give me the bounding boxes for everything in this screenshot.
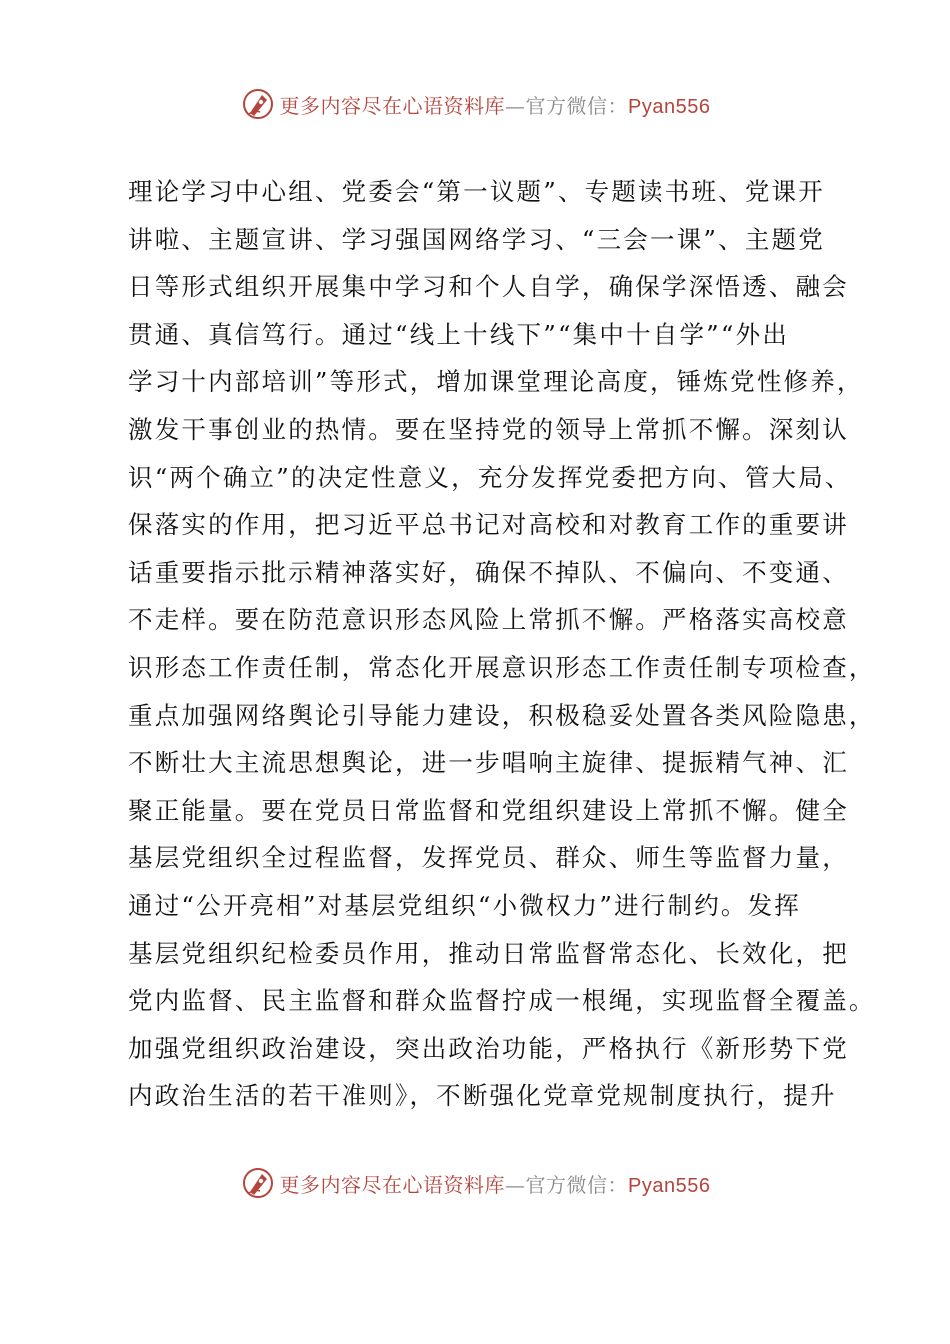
text-line: 理论学习中心组、党委会“第一议题”、专题读书班、党课开 <box>128 177 825 206</box>
text-line: 日等形式组织开展集中学习和个人自学，确保学深悟透、融会 <box>128 272 849 302</box>
text-line: 重点加强网络舆论引导能力建设，积极稳妥处置各类风险隐患， <box>128 700 876 730</box>
pen-nib-logo-icon <box>240 1165 276 1201</box>
text-line: 讲啦、主题宣讲、学习强国网络学习、“三会一课”、主题党 <box>128 224 825 254</box>
text-line: 党内监督、民主监督和群众监督拧成一根绳，实现监督全覆盖。 <box>128 986 876 1016</box>
watermark-label: 官方微信： <box>525 1172 629 1197</box>
text-line: 保落实的作用，把习近平总书记对高校和对教育工作的重要讲 <box>128 510 849 540</box>
text-line: 不走样。要在防范意识形态风险上常抓不懈。严格落实高校意 <box>128 605 849 635</box>
watermark-dash: — <box>505 1172 526 1197</box>
watermark-wechat-id: Pyan556 <box>628 1174 711 1197</box>
watermark-slogan: 更多内容尽在心语资料库 <box>279 93 506 118</box>
text-line: 贯通、真信笃行。通过“线上十线下”“集中十自学”“外出 <box>128 319 790 349</box>
text-line: 内政治生活的若干准则》，不断强化党章党规制度执行，提升 <box>128 1081 837 1111</box>
watermark-label: 官方微信： <box>525 93 629 118</box>
text-line: 基层党组织全过程监督，发挥党员、群众、师生等监督力量， <box>128 843 849 873</box>
text-line: 识“两个确立”的决定性意义，充分发挥党委把方向、管大局、 <box>128 462 852 492</box>
footer-watermark <box>0 1163 950 1203</box>
text-line: 不断壮大主流思想舆论，进一步唱响主旋律、提振精气神、汇 <box>128 748 849 778</box>
text-line: 聚正能量。要在党员日常监督和党组织建设上常抓不懈。健全 <box>128 795 849 825</box>
document-body <box>128 168 876 1120</box>
text-line: 话重要指示批示精神落实好，确保不掉队、不偏向、不变通、 <box>128 557 849 587</box>
text-line: 识形态工作责任制，常态化开展意识形态工作责任制专项检查， <box>128 652 876 682</box>
text-line: 基层党组织纪检委员作用，推动日常监督常态化、长效化，把 <box>128 938 849 968</box>
watermark-slogan: 更多内容尽在心语资料库 <box>279 1172 506 1197</box>
header-watermark <box>0 84 950 124</box>
text-line: 激发干事创业的热情。要在坚持党的领导上常抓不懈。深刻认 <box>128 414 849 444</box>
pen-nib-logo-icon <box>240 86 276 122</box>
text-line: 通过“公开亮相”对基层党组织“小微权力”进行制约。发挥 <box>128 890 801 920</box>
text-line: 加强党组织政治建设，突出政治功能，严格执行《新形势下党 <box>128 1033 849 1063</box>
watermark-wechat-id: Pyan556 <box>628 95 711 118</box>
watermark-dash: — <box>505 93 526 118</box>
text-line: 学习十内部培训”等形式，增加课堂理论高度，锤炼党性修养， <box>128 367 864 397</box>
